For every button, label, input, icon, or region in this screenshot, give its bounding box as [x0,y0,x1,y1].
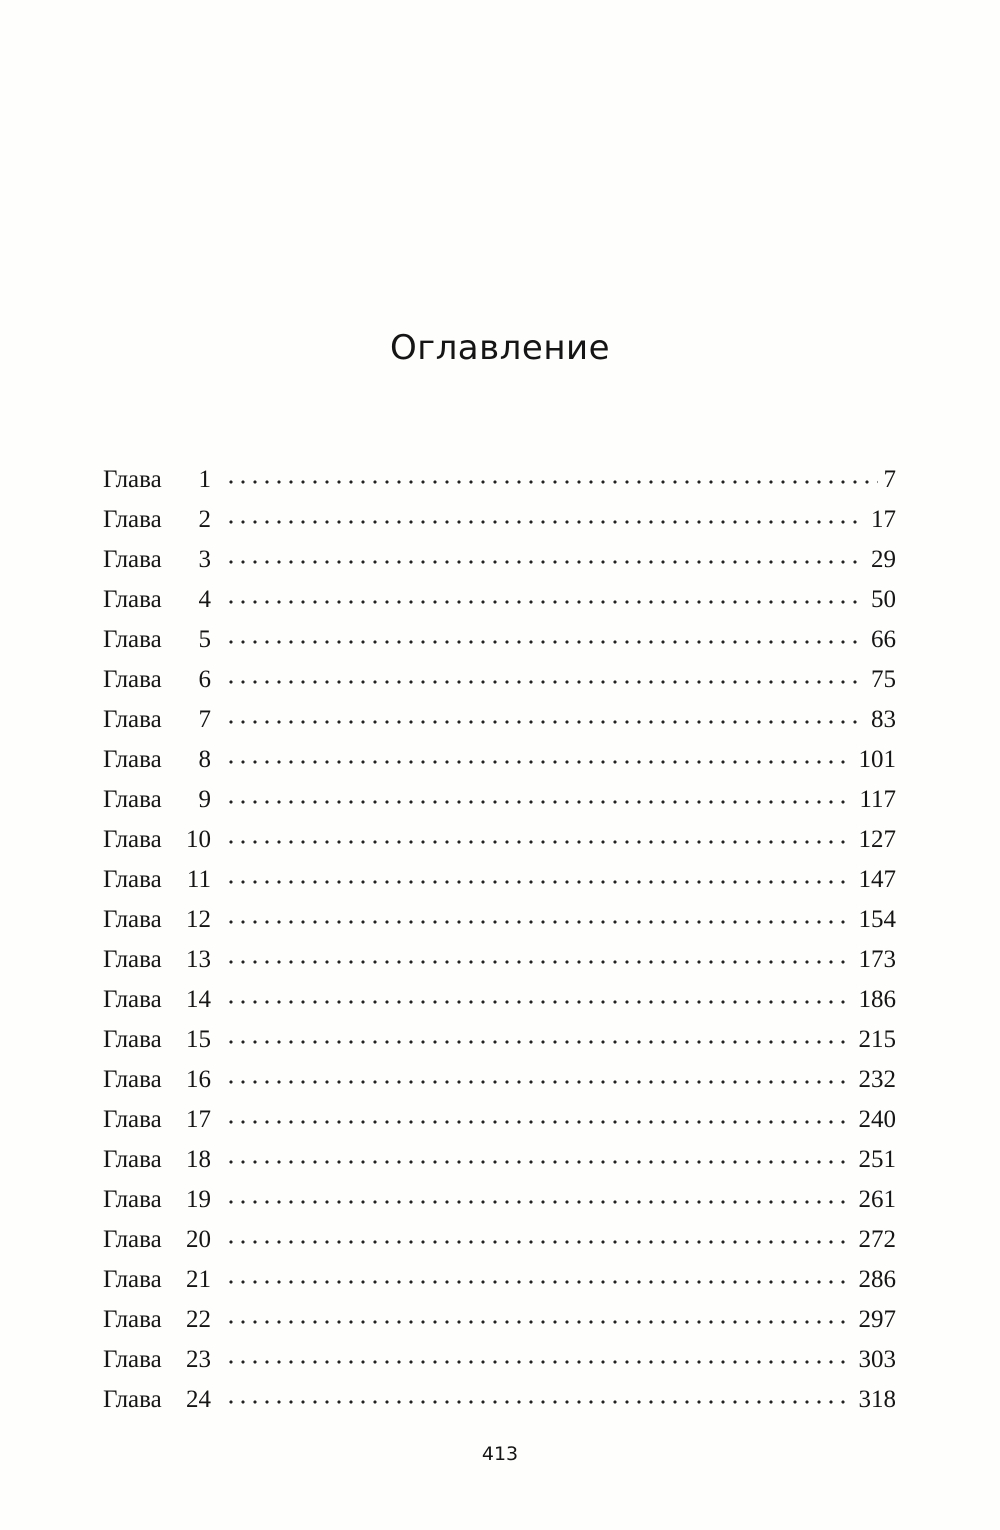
chapter-label: Глава [103,706,162,733]
chapter-number: 3 [198,546,211,573]
chapter-number: 24 [186,1386,211,1413]
chapter-number: 8 [198,746,211,773]
chapter-page-number: 297 [858,1306,896,1333]
chapter-page-number: 154 [858,906,896,933]
toc-entry-chapter-14 [103,980,896,1020]
chapter-page-number: 303 [858,1346,896,1373]
toc-entry-chapter-24 [103,1380,896,1420]
dot-leader [225,1117,853,1127]
chapter-page-number: 66 [871,626,896,653]
toc-entry-chapter-10 [103,820,896,860]
chapter-label: Глава [103,546,162,573]
dot-leader [225,1277,853,1287]
toc-entry-chapter-9 [103,780,896,820]
chapter-label: Глава [103,506,162,533]
toc-entry-chapter-6 [103,660,896,700]
dot-leader [225,1077,853,1087]
chapter-label: Глава [103,1226,162,1253]
toc-entry-chapter-12 [103,900,896,940]
chapter-number: 21 [186,1266,211,1293]
dot-leader [225,757,853,767]
chapter-label: Глава [103,866,162,893]
chapter-page-number: 83 [871,706,896,733]
chapter-number: 22 [186,1306,211,1333]
toc-entry-chapter-11 [103,860,896,900]
chapter-page-number: 147 [858,866,896,893]
chapter-page-number: 261 [858,1186,896,1213]
chapter-page-number: 251 [858,1146,896,1173]
toc-entry-chapter-16 [103,1060,896,1100]
dot-leader [225,677,865,687]
chapter-page-number: 286 [858,1266,896,1293]
chapter-page-number: 272 [858,1226,896,1253]
chapter-label: Глава [103,1146,162,1173]
chapter-number: 20 [186,1226,211,1253]
chapter-label: Глава [103,586,162,613]
dot-leader [225,1237,853,1247]
toc-entry-chapter-21 [103,1260,896,1300]
chapter-number: 11 [186,866,211,893]
toc-entry-chapter-2 [103,500,896,540]
chapter-page-number: 29 [871,546,896,573]
dot-leader [225,1317,853,1327]
chapter-number: 16 [186,1066,211,1093]
chapter-number: 23 [186,1346,211,1373]
chapter-label: Глава [103,826,162,853]
chapter-page-number: 215 [858,1026,896,1053]
toc-entry-chapter-4 [103,580,896,620]
chapter-number: 1 [198,466,211,493]
chapter-label: Глава [103,786,162,813]
toc-entry-chapter-13 [103,940,896,980]
dot-leader [225,837,853,847]
toc-entry-chapter-20 [103,1220,896,1260]
chapter-number: 7 [198,706,211,733]
dot-leader [225,517,865,527]
chapter-label: Глава [103,626,162,653]
chapter-label: Глава [103,1386,162,1413]
chapter-label: Глава [103,1346,162,1373]
chapter-label: Глава [103,1266,162,1293]
chapter-page-number: 50 [871,586,896,613]
dot-leader [225,917,853,927]
toc-entry-chapter-19 [103,1180,896,1220]
toc-entry-chapter-1 [103,460,896,500]
chapter-number: 6 [198,666,211,693]
chapter-number: 17 [186,1106,211,1133]
chapter-page-number: 186 [858,986,896,1013]
toc-entry-chapter-18 [103,1140,896,1180]
chapter-label: Глава [103,1306,162,1333]
chapter-label: Глава [103,1186,162,1213]
chapter-label: Глава [103,946,162,973]
dot-leader [225,637,865,647]
chapter-number: 18 [186,1146,211,1173]
chapter-number: 12 [186,906,211,933]
chapter-number: 9 [198,786,211,813]
dot-leader [225,1037,853,1047]
chapter-number: 2 [198,506,211,533]
dot-leader [225,877,853,887]
chapter-page-number: 240 [858,1106,896,1133]
chapter-label: Глава [103,906,162,933]
toc-entry-chapter-22 [103,1300,896,1340]
chapter-number: 4 [198,586,211,613]
page-title: Оглавление [389,328,611,368]
chapter-number: 15 [186,1026,211,1053]
dot-leader [225,1397,853,1407]
chapter-number: 14 [186,986,211,1013]
chapter-page-number: 17 [871,506,896,533]
chapter-page-number: 127 [858,826,896,853]
chapter-number: 19 [186,1186,211,1213]
chapter-page-number: 117 [859,786,896,813]
chapter-page-number: 318 [858,1386,896,1413]
chapter-label: Глава [103,666,162,693]
toc-entry-chapter-23 [103,1340,896,1380]
dot-leader [225,557,865,567]
chapter-page-number: 101 [858,746,896,773]
dot-leader [225,717,865,727]
toc-entry-chapter-5 [103,620,896,660]
dot-leader [225,477,878,487]
chapter-label: Глава [103,746,162,773]
chapter-label: Глава [103,466,162,493]
dot-leader [225,1157,853,1167]
chapter-label: Глава [103,1106,162,1133]
toc-entry-chapter-7 [103,700,896,740]
dot-leader [225,597,865,607]
dot-leader [225,957,853,967]
dot-leader [225,797,853,807]
toc-entry-chapter-3 [103,540,896,580]
chapter-page-number: 7 [883,466,896,493]
dot-leader [225,1197,853,1207]
chapter-page-number: 75 [871,666,896,693]
dot-leader [225,997,853,1007]
chapter-number: 5 [198,626,211,653]
chapter-number: 13 [186,946,211,973]
chapter-label: Глава [103,1066,162,1093]
toc-entry-chapter-17 [103,1100,896,1140]
chapter-page-number: 173 [858,946,896,973]
chapter-label: Глава [103,1026,162,1053]
chapter-number: 10 [186,826,211,853]
chapter-label: Глава [103,986,162,1013]
table-of-contents [103,460,896,1420]
page-number: 413 [481,1443,519,1465]
chapter-page-number: 232 [858,1066,896,1093]
dot-leader [225,1357,853,1367]
toc-entry-chapter-8 [103,740,896,780]
toc-entry-chapter-15 [103,1020,896,1060]
